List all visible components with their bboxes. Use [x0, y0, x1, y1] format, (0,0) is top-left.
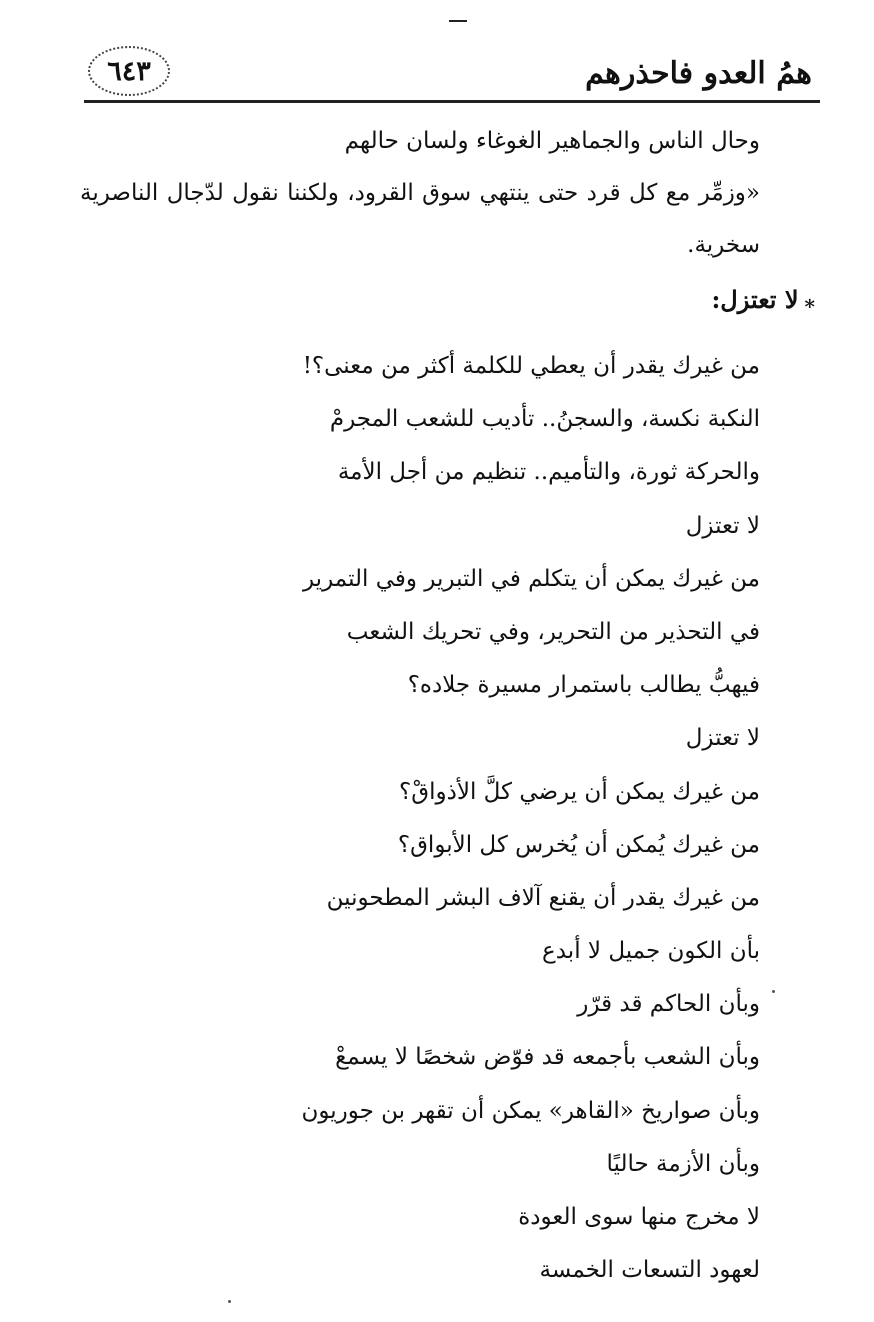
prose-line: وحال الناس والجماهير الغوغاء ولسان حالهم: [344, 128, 760, 154]
poem-line: والحركة ثورة، والتأميم.. تنظيم من أجل الأمة: [337, 459, 760, 486]
page-number: ٦٤٣: [88, 46, 170, 96]
poem-line: من غيرك يمكن أن يرضي كلَّ الأذواقْ؟: [399, 778, 760, 805]
stray-ink-dot: [228, 1300, 231, 1303]
poem-line: من غيرك يقدر أن يقنع آلاف البشر المطحونين: [326, 884, 760, 911]
top-dash-mark: [449, 20, 467, 22]
poem-line: في التحذير من التحرير، وفي تحريك الشعب: [346, 618, 760, 645]
page-header: [80, 40, 820, 110]
asterisk-icon: ⁎: [804, 289, 815, 313]
poem-line: من غيرك يمكن أن يتكلم في التبرير وفي التمرير: [302, 565, 760, 592]
section-heading-text: لا تعتزل:: [711, 285, 799, 314]
poem-line: النكبة نكسة، والسجنُ.. تأديب للشعب المجرمْ: [329, 406, 760, 433]
poem-line: وبأن الشعب بأجمعه قد فوّض شخصًا لا يسمعْ: [335, 1044, 760, 1071]
poem-line: من غيرك يقدر أن يعطي للكلمة أكثر من معنى؟!: [302, 353, 760, 379]
running-title: همُ العدو فاحذرهم: [585, 56, 812, 91]
poem-line: لا مخرج منها سوى العودة: [518, 1204, 760, 1230]
poem-line: وبأن الحاكم قد قرّر: [577, 991, 760, 1018]
poem-line: وبأن الأزمة حاليًا: [606, 1150, 760, 1177]
poem-line: لعهود التسعات الخمسة: [539, 1257, 760, 1284]
poem-line: بأن الكون جميل لا أبدع: [542, 938, 760, 965]
poem-refrain: لا تعتزل: [685, 512, 760, 539]
prose-block: [80, 115, 760, 271]
poem-line: من غيرك يُمكن أن يُخرس كل الأبواق؟: [397, 831, 760, 858]
header-rule: [84, 100, 820, 103]
poem-line: فيهبُّ يطالب باستمرار مسيرة جلاده؟: [407, 672, 760, 699]
poem-refrain: لا تعتزل: [685, 725, 760, 752]
section-heading: [80, 285, 815, 314]
poem: [80, 340, 760, 1297]
prose-paragraph: «وزمِّر مع كل قرد حتى ينتهي سوق القرود، ولكننا نقول لدّجال الناصرية سخرية.: [80, 180, 760, 258]
poem-line: وبأن صواريخ «القاهر» يمكن أن تقهر بن جوريون: [301, 1097, 760, 1124]
stray-ink-dot: [772, 990, 775, 993]
